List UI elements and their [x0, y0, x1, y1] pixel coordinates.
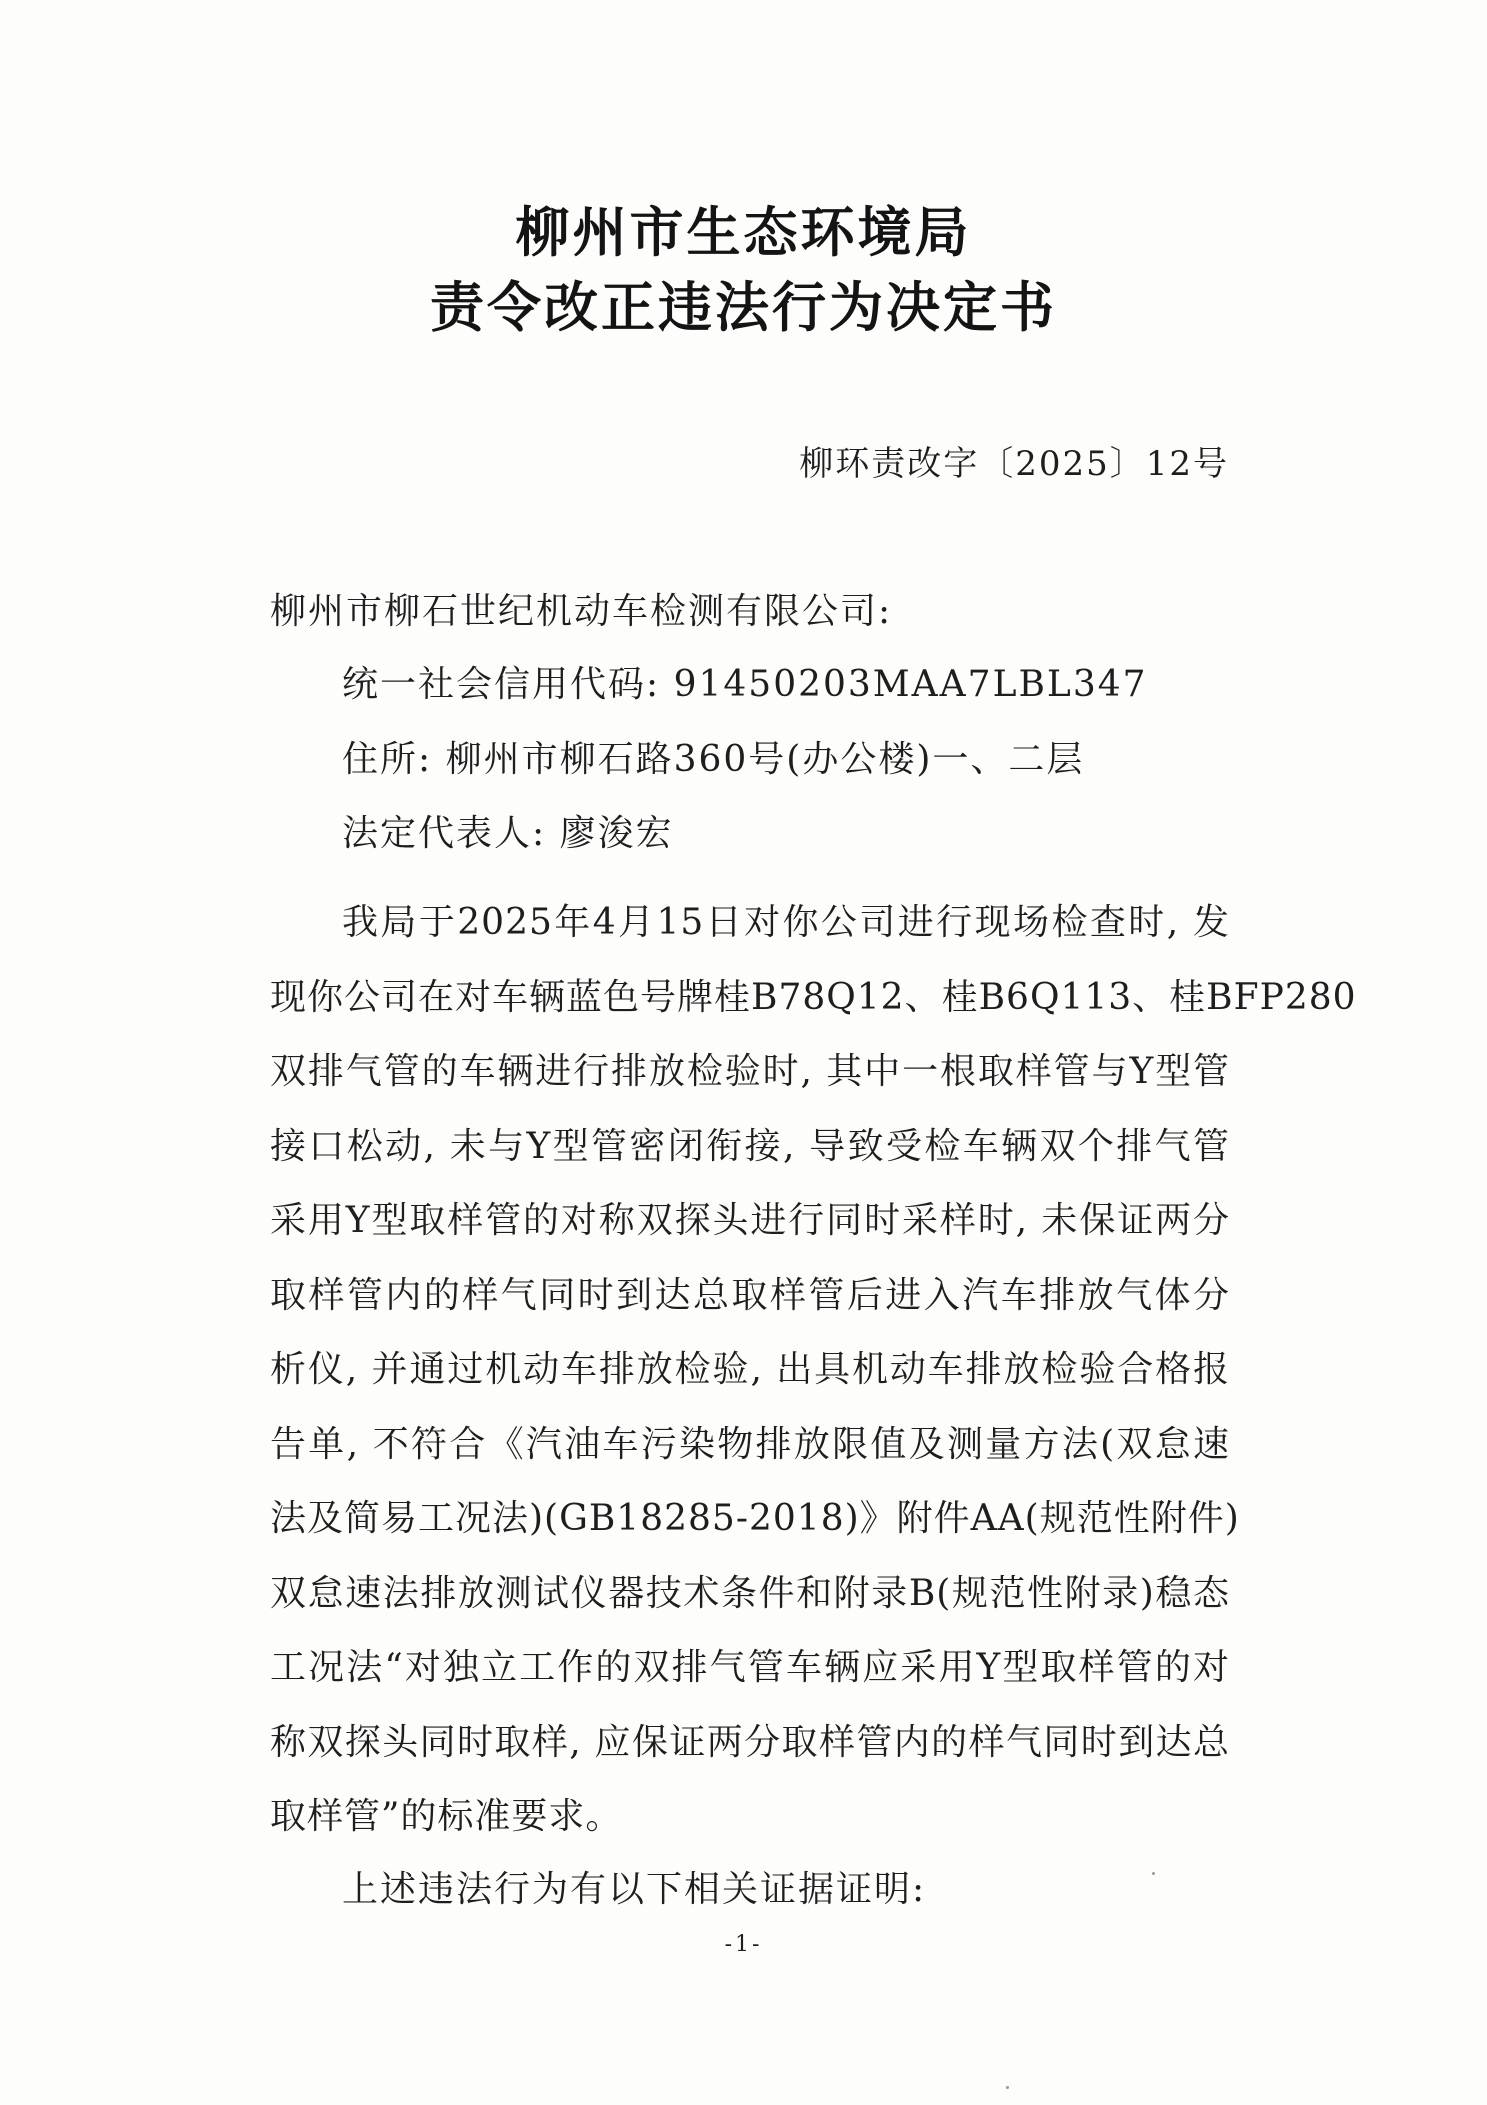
recipient-address: 住所: 柳州市柳石路360号(办公楼)一、二层 [342, 739, 1085, 780]
document-number: 柳环责改字〔2025〕12号 [799, 444, 1229, 484]
body-line: 采用Y型取样管的对称双探头进行同时采样时, 未保证两分 [270, 1200, 1230, 1241]
body-line: 双怠速法排放测试仪器技术条件和附录B(规范性附录)稳态 [270, 1572, 1230, 1614]
body-line: 取样管内的样气同时到达总取样管后进入汽车排放气体分 [270, 1274, 1230, 1316]
legal-representative: 法定代表人: 廖浚宏 [342, 813, 674, 854]
credit-code: 统一社会信用代码: 91450203MAA7LBL347 [342, 664, 1148, 705]
scan-speck [1152, 1872, 1155, 1875]
body-line: 双排气管的车辆进行排放检验时, 其中一根取样管与Y型管 [270, 1051, 1230, 1092]
body-line: 现你公司在对车辆蓝色号牌桂B78Q12、桂B6Q113、桂BFP280 [270, 976, 1357, 1018]
document-title-agency: 柳州市生态环境局 [515, 201, 972, 264]
document-title-decision: 责令改正违法行为决定书 [430, 276, 1057, 339]
violation-description [270, 886, 1357, 1855]
body-line: 接口松动, 未与Y型管密闭衔接, 导致受检车辆双个排气管 [270, 1125, 1230, 1167]
body-line: 取样管”的标准要求。 [270, 1796, 623, 1837]
scan-speck [1006, 2086, 1009, 2089]
body-line: 工况法“对独立工作的双排气管车辆应采用Y型取样管的对 [270, 1647, 1230, 1688]
body-line: 析仪, 并通过机动车排放检验, 出具机动车排放检验合格报 [270, 1349, 1230, 1390]
body-line: 告单, 不符合《汽油车污染物排放限值及测量方法(双怠速 [270, 1423, 1230, 1465]
page-number: -1- [724, 1932, 763, 1957]
recipient-name: 柳州市柳石世纪机动车检测有限公司: [270, 591, 893, 632]
body-line: 法及简易工况法)(GB18285-2018)》附件AA(规范性附件) [270, 1498, 1240, 1539]
evidence-intro: 上述违法行为有以下相关证据证明: [342, 1869, 927, 1910]
body-line: 称双探头同时取样, 应保证两分取样管内的样气同时到达总 [270, 1721, 1230, 1763]
body-line: 我局于2025年4月15日对你公司进行现场检查时, 发 [342, 902, 1230, 943]
